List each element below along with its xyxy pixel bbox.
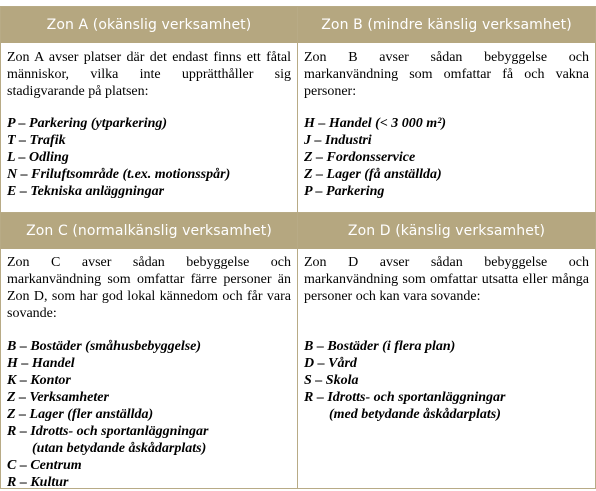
list-item: L – Odling: [7, 150, 69, 165]
list-item: C – Centrum: [7, 458, 82, 473]
list-item: S – Skola: [304, 373, 359, 388]
list-item: Z – Verksamheter: [7, 390, 109, 405]
zone-b-list: [304, 115, 591, 200]
zone-a-description: Zon A avser platser där det endast finns ett fåtal människor, vilka inte upprätthåller sig stadigvarande på platsen:: [7, 50, 291, 99]
list-item: E – Tekniska anläggningar: [7, 184, 165, 199]
list-item: R – Idrotts- och sportanläggningar: [7, 424, 209, 439]
list-item: Z – Lager (få anställda): [304, 167, 442, 182]
zone-c-description: Zon C avser sådan bebyggelse och markanvändning som omfattar färre personer än Zon D, som har god lokal kännedom och får vara sovande:: [7, 255, 291, 321]
list-item: B – Bostäder (småhusbebyggelse): [7, 339, 202, 354]
list-item: Z – Lager (fler anställda): [7, 407, 154, 422]
list-item: P – Parkering: [304, 184, 385, 199]
list-item: (utan betydande åskådarplats): [32, 441, 207, 456]
list-item: D – Vård: [304, 356, 357, 371]
zone-d-header: Zon D (känslig verksamhet): [298, 213, 595, 249]
list-item: R – Idrotts- och sportanläggningar: [304, 390, 506, 405]
list-item: R – Kultur: [7, 475, 69, 490]
list-item: B – Bostäder (i flera plan): [304, 339, 456, 354]
list-item: N – Friluftsområde (t.ex. motionsspår): [7, 167, 231, 182]
list-item: K – Kontor: [7, 373, 71, 388]
zone-c-header: Zon C (normalkänslig verksamhet): [1, 213, 297, 249]
zone-d-list: [304, 338, 591, 423]
zone-b-cell: [297, 6, 596, 213]
zone-a-header: Zon A (okänslig verksamhet): [1, 7, 297, 43]
list-item: H – Handel (< 3 000 m²): [304, 116, 447, 131]
list-item: P – Parkering (ytparkering): [7, 116, 168, 131]
zone-c-list: [7, 338, 293, 491]
list-item: J – Industri: [304, 133, 372, 148]
list-item: T – Trafik: [7, 133, 66, 148]
list-item: H – Handel: [7, 356, 75, 371]
zone-b-description: Zon B avser sådan bebyggelse och markanvändning som omfattar få och vakna personer:: [304, 50, 589, 99]
list-item: Z – Fordonsservice: [304, 150, 416, 165]
list-item: (med betydande åskådarplats): [329, 407, 501, 422]
zone-c-cell: [0, 212, 298, 489]
zone-d-cell: [297, 212, 596, 489]
zone-d-description: Zon D avser sådan bebyggelse och markanvändning som omfattar utsatta eller många personer och kan vara sovande:: [304, 255, 589, 304]
zone-a-list: [7, 115, 293, 200]
zone-b-header: Zon B (mindre känslig verksamhet): [298, 7, 595, 43]
zone-a-cell: [0, 6, 298, 213]
